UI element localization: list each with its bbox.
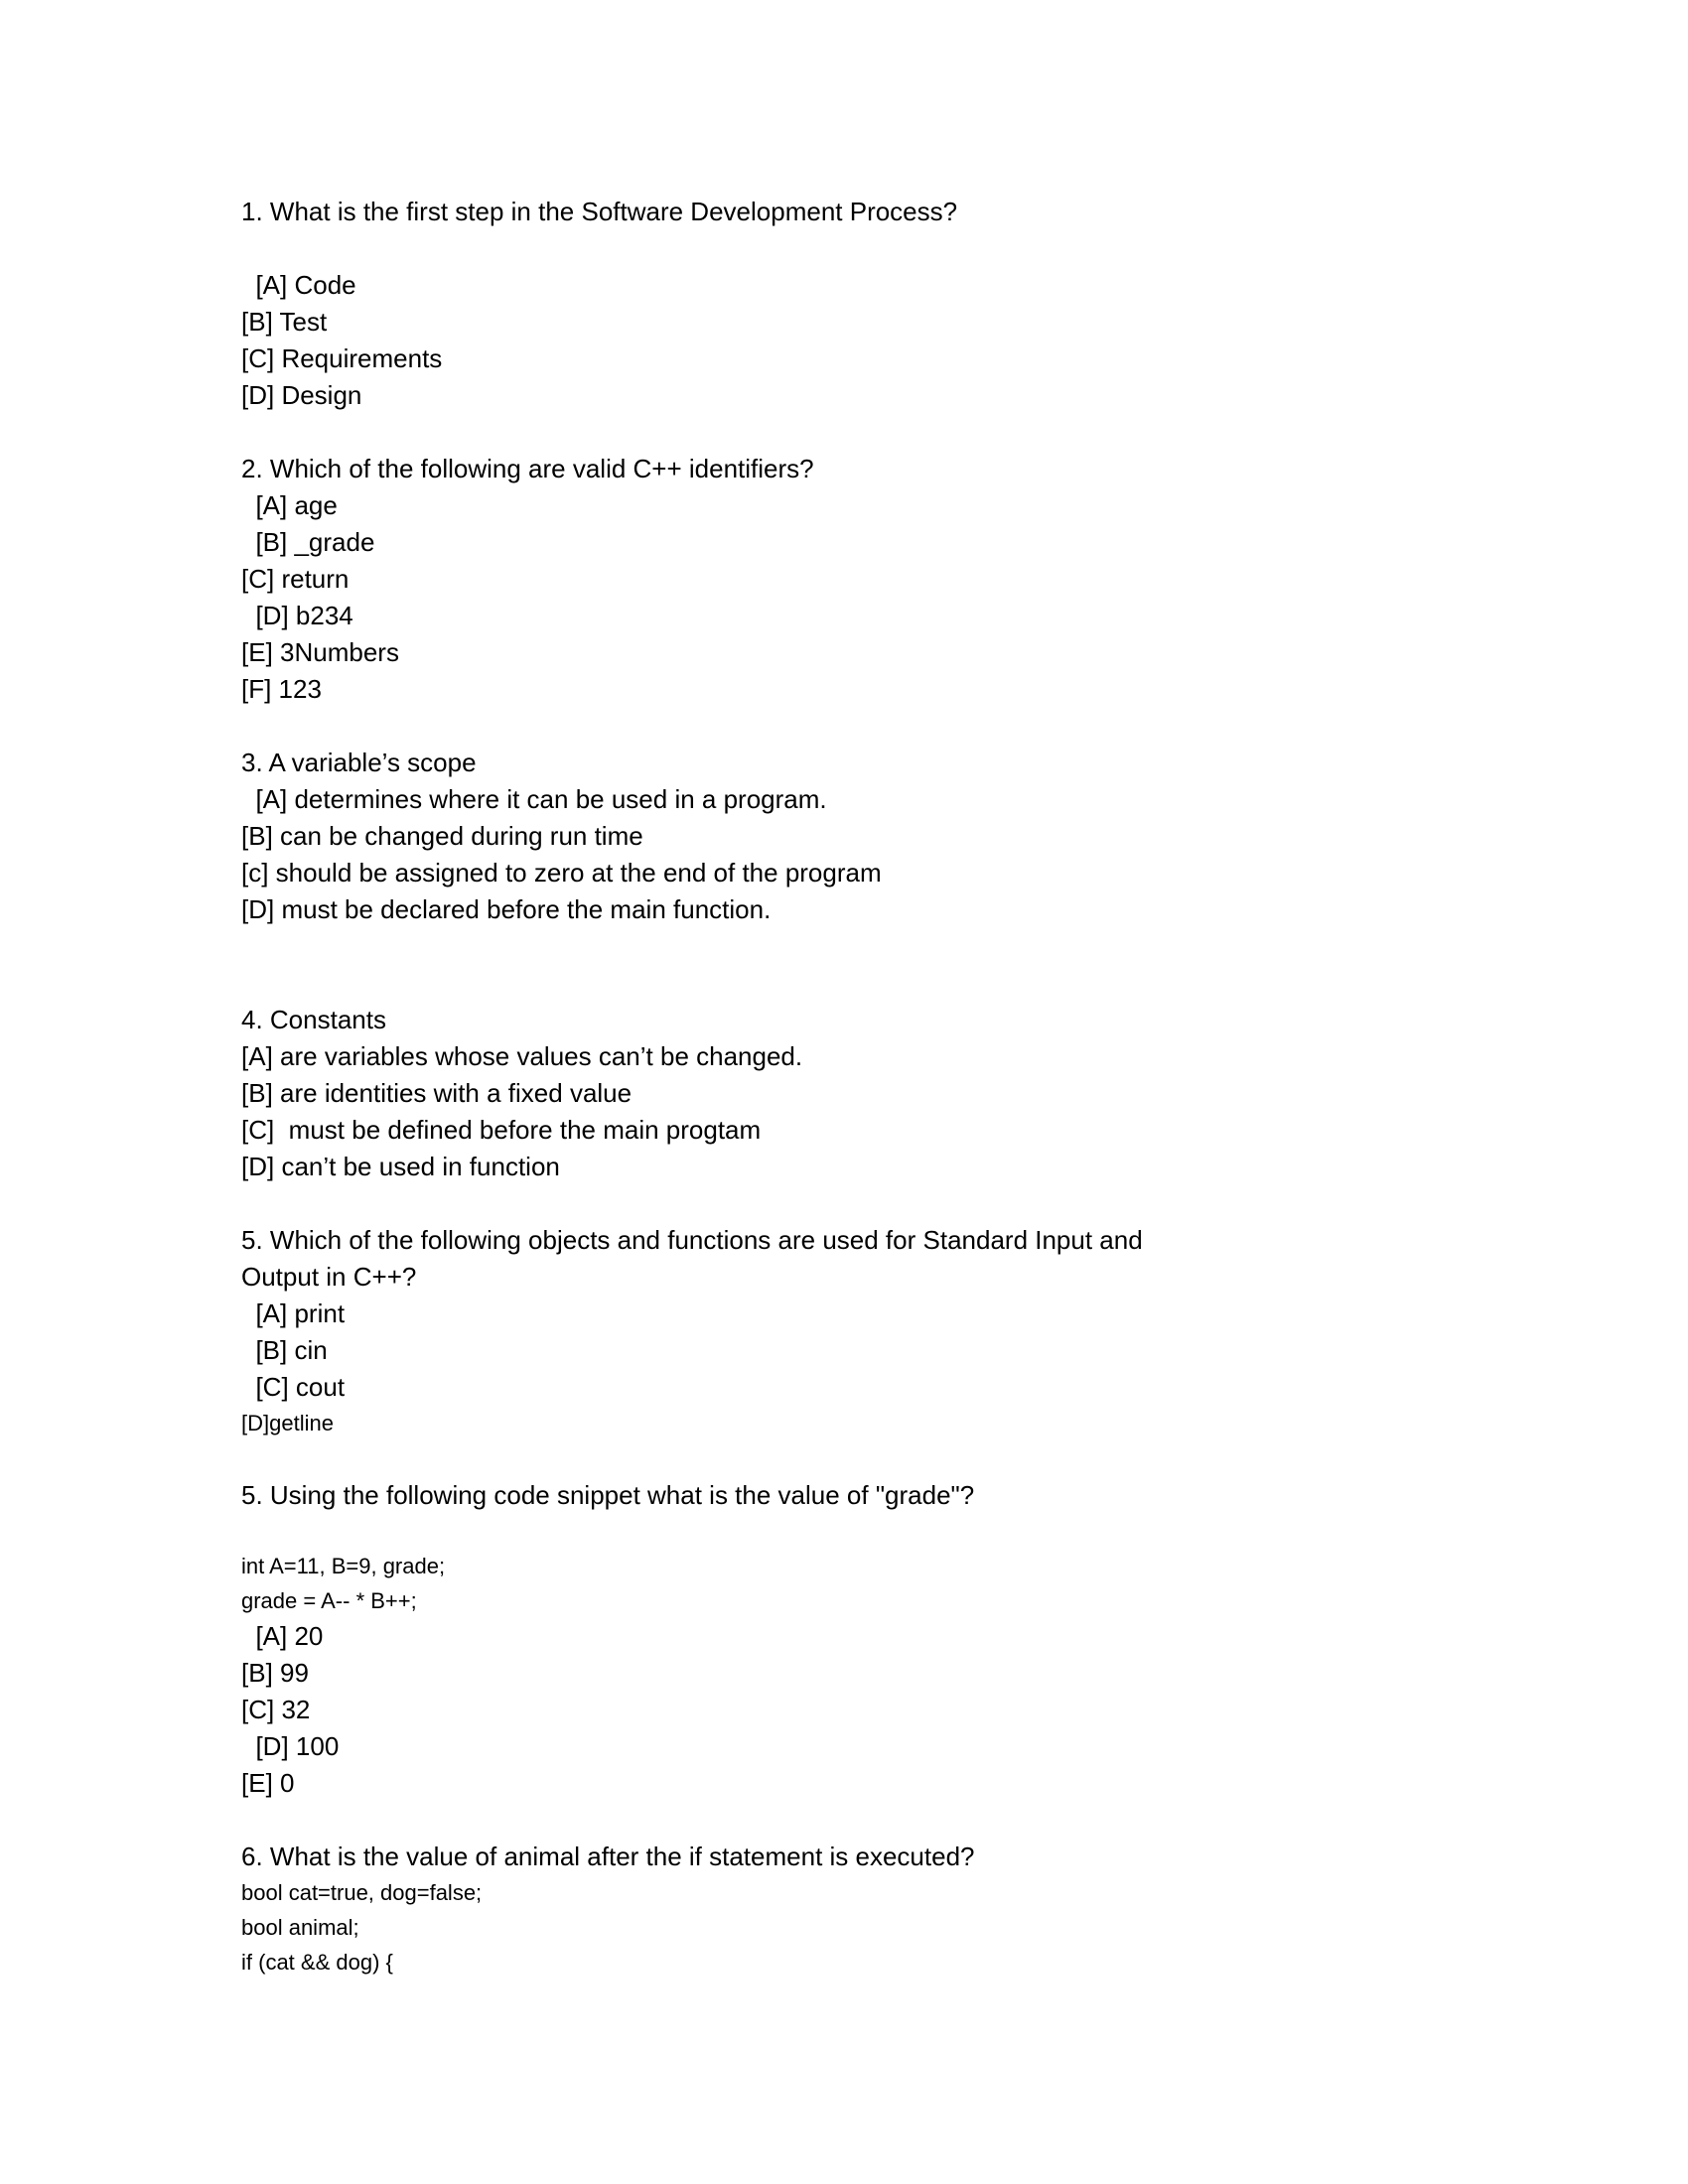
answer-option: [A] print bbox=[241, 1298, 346, 1328]
answer-option: [E] 0 bbox=[241, 1768, 295, 1798]
answer-option: [D] Design bbox=[241, 380, 362, 410]
question-title: 3. A variable’s scope bbox=[241, 748, 477, 777]
answer-option: [D] can’t be used in function bbox=[241, 1152, 560, 1181]
blank-line bbox=[241, 1514, 1492, 1549]
answer-option: [C] 32 bbox=[241, 1695, 311, 1724]
question-block-2 bbox=[241, 451, 1492, 708]
answer-option: [A] are variables whose values can’t be changed. bbox=[241, 1041, 803, 1071]
answer-option: [c] should be assigned to zero at the end of the program bbox=[241, 858, 882, 887]
code-line: int A=11, B=9, grade; bbox=[241, 1554, 446, 1578]
blank-line bbox=[241, 1802, 1492, 1839]
answer-option: [B] Test bbox=[241, 307, 328, 337]
code-line: grade = A-- * B++; bbox=[241, 1588, 417, 1613]
blank-line bbox=[241, 1185, 1492, 1222]
code-line: if (cat && dog) { bbox=[241, 1950, 393, 1975]
answer-option: [C] return bbox=[241, 564, 350, 594]
code-line: bool cat=true, dog=false; bbox=[241, 1880, 483, 1905]
answer-option: [C] must be defined before the main progtam bbox=[241, 1115, 762, 1145]
code-line: bool animal; bbox=[241, 1915, 359, 1940]
question-block-3 bbox=[241, 745, 1492, 928]
blank-line bbox=[241, 230, 1492, 267]
blank-line bbox=[241, 414, 1492, 451]
question-title: Output in C++? bbox=[241, 1262, 417, 1292]
question-title: 2. Which of the following are valid C++ identifiers? bbox=[241, 454, 814, 483]
answer-option: [B] _grade bbox=[241, 527, 375, 557]
question-block-6 bbox=[241, 1839, 1492, 1979]
answer-option: [E] 3Numbers bbox=[241, 637, 399, 667]
question-title: 5. Which of the following objects and functions are used for Standard Input and bbox=[241, 1225, 1143, 1255]
question-title: 5. Using the following code snippet what is the value of "grade"? bbox=[241, 1480, 975, 1510]
answer-option: [B] can be changed during run time bbox=[241, 821, 643, 851]
answer-option: [A] age bbox=[241, 490, 338, 520]
answer-option: [A] 20 bbox=[241, 1621, 324, 1651]
blank-line bbox=[241, 965, 1492, 1002]
question-title: 6. What is the value of animal after the if statement is executed? bbox=[241, 1842, 975, 1871]
answer-option: [B] 99 bbox=[241, 1658, 309, 1688]
question-block-5b bbox=[241, 1477, 1492, 1802]
answer-option: [D] b234 bbox=[241, 601, 353, 630]
blank-line bbox=[241, 928, 1492, 965]
question-block-5a bbox=[241, 1222, 1492, 1440]
blank-line bbox=[241, 1440, 1492, 1477]
question-title: 4. Constants bbox=[241, 1005, 386, 1034]
answer-option: [F] 123 bbox=[241, 674, 322, 704]
quiz-content bbox=[241, 194, 1492, 1979]
answer-option: [D] 100 bbox=[241, 1731, 340, 1761]
answer-option: [B] are identities with a fixed value bbox=[241, 1078, 633, 1108]
answer-option: [A] determines where it can be used in a program. bbox=[241, 784, 827, 814]
blank-line bbox=[241, 708, 1492, 745]
answer-option: [C] cout bbox=[241, 1372, 346, 1402]
answer-option: [C] Requirements bbox=[241, 343, 443, 373]
answer-option: [A] Code bbox=[241, 270, 356, 300]
question-title: 1. What is the first step in the Software Development Process? bbox=[241, 197, 958, 226]
answer-option: [D] must be declared before the main function. bbox=[241, 894, 772, 924]
question-block-1 bbox=[241, 194, 1492, 414]
answer-option: [B] cin bbox=[241, 1335, 328, 1365]
answer-option: [D]getline bbox=[241, 1411, 334, 1435]
question-block-4 bbox=[241, 1002, 1492, 1185]
